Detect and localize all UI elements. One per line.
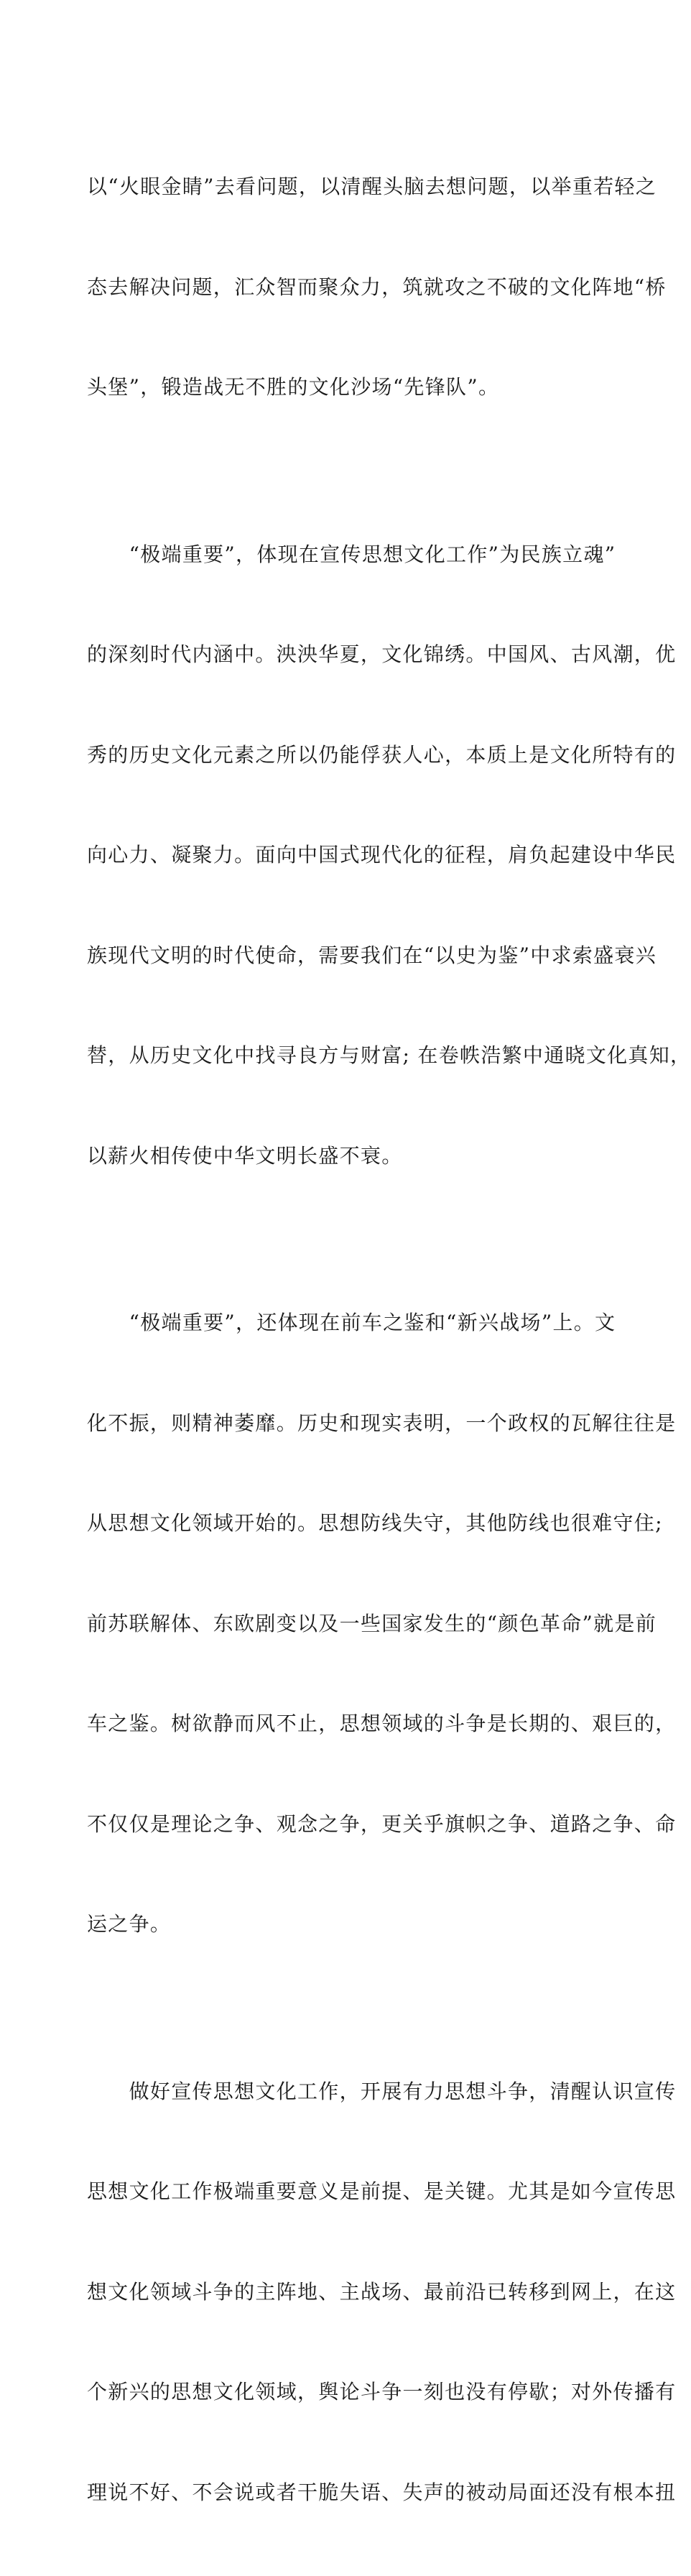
text-line: 族现代文明的时代使命，需要我们在“以史为鉴”中求索盛衰兴 <box>87 939 597 973</box>
text-line: 运之争。 <box>87 1908 597 1942</box>
document-page <box>0 0 661 935</box>
text-line: 前苏联解体、东欧剧变以及一些国家发生的“颜色革命”就是前 <box>87 1607 597 1641</box>
text-line: 的深刻时代内涵中。泱泱华夏，文化锦绣。中国风、古风潮，优 <box>87 638 597 672</box>
text-line: 态去解决问题，汇众智而聚众力，筑就攻之不破的文化阵地“桥 <box>87 271 597 305</box>
text-line: 理说不好、不会说或者干脆失语、失声的被动局面还没有根本扭 <box>87 2476 597 2510</box>
text-line: 化不振，则精神萎靡。历史和现实表明，一个政权的瓦解往往是 <box>87 1407 597 1441</box>
text-line: 思想文化工作极端重要意义是前提、是关键。尤其是如今宣传思 <box>87 2175 597 2209</box>
text-line: 个新兴的思想文化领域，舆论斗争一刻也没有停歇；对外传播有 <box>87 2376 597 2409</box>
text-line: 做好宣传思想文化工作，开展有力思想斗争，清醒认识宣传 <box>87 2075 597 2109</box>
text-line: 向心力、凝聚力。面向中国式现代化的征程，肩负起建设中华民 <box>87 839 597 872</box>
text-line: 车之鉴。树欲静而风不止，思想领域的斗争是长期的、艰巨的， <box>87 1707 597 1741</box>
text-line: 以“火眼金睛”去看问题，以清醒头脑去想问题，以举重若轻之 <box>87 170 597 204</box>
text-line: 不仅仅是理论之争、观念之争，更关乎旗帜之争、道路之争、命 <box>87 1808 597 1842</box>
text-line: 替，从历史文化中找寻良方与财富; 在卷帙浩繁中通晓文化真知， <box>87 1039 597 1073</box>
paragraph-3 <box>87 1239 597 2008</box>
paragraph-4 <box>87 2008 597 2576</box>
text-line: 头堡”，锻造战无不胜的文化沙场“先锋队”。 <box>87 371 597 405</box>
text-line: “极端重要”，还体现在前车之鉴和“新兴战场”上。文 <box>87 1306 597 1340</box>
paragraph-2 <box>87 471 597 1240</box>
text-line: 想文化领域斗争的主阵地、主战场、最前沿已转移到网上，在这 <box>87 2276 597 2309</box>
article-body <box>87 103 597 2576</box>
text-line: 秀的历史文化元素之所以仍能俘获人心，本质上是文化所特有的 <box>87 739 597 772</box>
text-line: 从思想文化领域开始的。思想防线失守，其他防线也很难守住; <box>87 1507 597 1541</box>
paragraph-1 <box>87 103 597 471</box>
text-line: “极端重要”，体现在宣传思想文化工作”为民族立魂” <box>87 538 597 572</box>
text-line: 以薪火相传使中华文明长盛不衰。 <box>87 1140 597 1173</box>
